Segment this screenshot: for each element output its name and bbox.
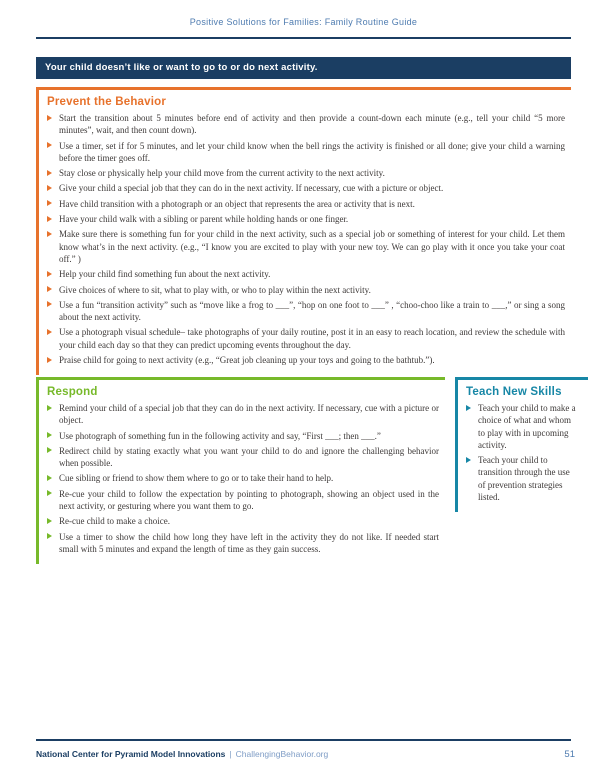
list-item-text: Use a fun “transition activity” such as “move like a frog to ___”, “hop on one foot to ___” , “choo-choo like a train to ___,” or sing a song about the next activity. xyxy=(59,299,565,323)
page-footer xyxy=(36,749,575,760)
lower-sections-row xyxy=(36,377,588,564)
bullet-triangle-icon xyxy=(47,329,52,335)
respond-list xyxy=(47,402,439,555)
teach-new-skills-list xyxy=(466,402,576,503)
list-item xyxy=(47,326,565,351)
list-item xyxy=(47,515,439,527)
bullet-triangle-icon xyxy=(47,142,52,148)
bullet-triangle-icon xyxy=(47,533,52,539)
prevent-behavior-section xyxy=(36,87,571,375)
bullet-triangle-icon xyxy=(47,271,52,277)
list-item xyxy=(47,402,439,427)
bullet-triangle-icon xyxy=(47,447,52,453)
footer-rule xyxy=(36,739,571,741)
bullet-triangle-icon xyxy=(47,200,52,206)
bullet-triangle-icon xyxy=(47,357,52,363)
banner-text: Your child doesn’t like or want to go to or do next activity. xyxy=(45,62,318,73)
bullet-triangle-icon xyxy=(47,286,52,292)
teach-new-skills-heading: Teach New Skills xyxy=(466,386,562,398)
list-item xyxy=(47,430,439,442)
list-item-text: Use a timer to show the child how long they have left in the activity they do not like. If needed start small with 5 minutes and expand the length of time as they gain success. xyxy=(59,531,439,554)
bullet-triangle-icon xyxy=(47,518,52,524)
list-item-text: Praise child for going to next activity (e.g., “Great job cleaning up your toys and going to the bathtub.”). xyxy=(59,355,435,366)
list-item xyxy=(47,488,439,513)
list-item xyxy=(47,268,565,280)
list-item xyxy=(47,284,565,296)
bullet-triangle-icon xyxy=(47,231,52,237)
list-item xyxy=(47,228,565,265)
list-item-text: Remind your child of a special job that they can do in the next activity. If necessary, cue with a picture or object. xyxy=(59,403,439,426)
bullet-triangle-icon xyxy=(47,490,52,496)
bullet-triangle-icon xyxy=(466,457,471,463)
list-item-text: Cue sibling or friend to show them where to go or to take their hand to help. xyxy=(59,473,334,484)
respond-heading: Respond xyxy=(47,386,98,398)
bullet-triangle-icon xyxy=(47,170,52,176)
list-item xyxy=(47,213,565,225)
list-item xyxy=(47,472,439,484)
list-item-text: Re-cue your child to follow the expectation by pointing to photograph, showing an object used in the next activity, or gesturing where you want them to go. xyxy=(59,488,439,512)
bullet-triangle-icon xyxy=(47,432,52,438)
list-item xyxy=(47,299,565,324)
bullet-triangle-icon xyxy=(466,405,471,411)
list-item-text: Help your child find something fun about the next activity. xyxy=(59,269,271,280)
list-item-text: Start the transition about 5 minutes before end of activity and then provide a count-down each minute (e.g., tell your child “5 more minutes”, wait, and then count down). xyxy=(59,113,565,136)
list-item-text: Have your child walk with a sibling or parent while holding hands or one finger. xyxy=(59,214,349,225)
list-item-text: Teach your child to make a choice of what and whom to play with in upcoming activity. xyxy=(478,403,576,450)
respond-section xyxy=(36,377,445,564)
routine-banner xyxy=(36,57,571,79)
teach-new-skills-section xyxy=(455,377,588,512)
list-item-text: Use a photograph visual schedule– take photographs of your daily routine, post it in an easy to reach location, and review the schedule with your child each day so that they can predict upcoming events throughout the day. xyxy=(59,327,565,350)
list-item xyxy=(47,167,565,179)
prevent-behavior-heading: Prevent the Behavior xyxy=(47,96,167,108)
bullet-triangle-icon xyxy=(47,405,52,411)
list-item xyxy=(47,445,439,470)
list-item xyxy=(47,182,565,194)
list-item-text: Redirect child by stating exactly what you want your child to do and ignore the challenging behavior when possible. xyxy=(59,445,439,469)
list-item-text: Make sure there is something fun for your child in the next activity, such as a special job or something of interest for your child. Let them know what’s in the next activity. (e.g., “I know you are excited to play with your new toy. We can go play with it once you take your coat off.” ) xyxy=(59,229,565,264)
list-item-text: Give choices of where to sit, what to play with, or who to play within the next activity. xyxy=(59,284,371,295)
list-item-text: Use photograph of something fun in the following activity and say, “First ___; then ___.” xyxy=(59,430,381,441)
bullet-triangle-icon xyxy=(47,301,52,307)
header-rule xyxy=(36,37,571,39)
bullet-triangle-icon xyxy=(47,185,52,191)
bullet-triangle-icon xyxy=(47,216,52,222)
list-item-text: Stay close or physically help your child move from the current activity to the next activity. xyxy=(59,168,385,179)
list-item xyxy=(466,454,576,503)
list-item xyxy=(47,354,565,366)
list-item xyxy=(466,402,576,451)
list-item xyxy=(47,140,565,165)
bullet-triangle-icon xyxy=(47,115,52,121)
list-item-text: Re-cue child to make a choice. xyxy=(59,516,170,527)
prevent-behavior-list xyxy=(47,112,565,366)
bullet-triangle-icon xyxy=(47,475,52,481)
page-header-title: Positive Solutions for Families: Family Routine Guide xyxy=(189,17,418,27)
list-item-text: Give your child a special job that they can do in the next activity. If necessary, cue with a picture or object. xyxy=(59,183,444,194)
footer-website-link[interactable]: ChallengingBehavior.org xyxy=(235,749,329,759)
list-item-text: Teach your child to transition through the use of prevention strategies listed. xyxy=(478,455,570,503)
list-item xyxy=(47,112,565,137)
footer-separator: | xyxy=(229,749,232,759)
footer-org-name: National Center for Pyramid Model Innovations xyxy=(36,749,226,759)
list-item xyxy=(47,198,565,210)
list-item xyxy=(47,531,439,556)
page-number: 51 xyxy=(564,749,575,760)
list-item-text: Use a timer, set if for 5 minutes, and let your child know when the bell rings the activity is finished or all done; give your child a warning before the timer goes off. xyxy=(59,140,565,163)
list-item-text: Have child transition with a photograph or an object that represents the area or activity that is next. xyxy=(59,198,415,209)
